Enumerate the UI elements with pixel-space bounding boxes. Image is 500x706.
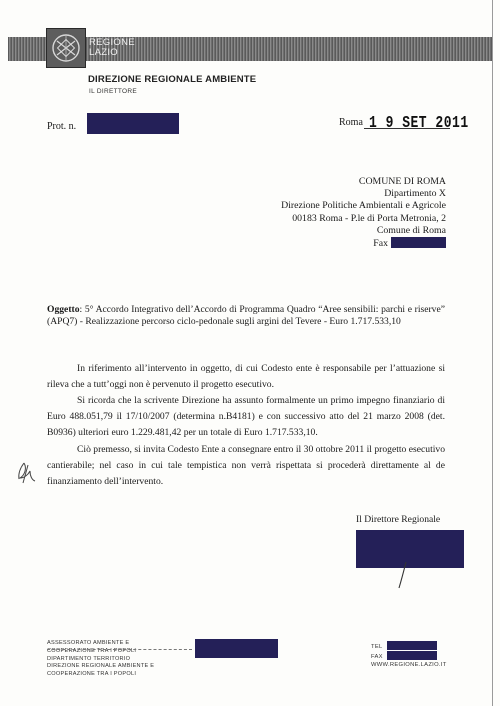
- footer-tel-label: TEL: [371, 644, 383, 650]
- footer-tel-line: [371, 641, 447, 651]
- emblem-icon: [47, 29, 85, 67]
- footer-dashed-rule: [47, 649, 192, 650]
- regione-lazio-logo: [46, 28, 86, 68]
- footer-address-redaction: [195, 639, 278, 658]
- footer-line: COOPERAZIONE TRA I POPOLI: [47, 671, 137, 678]
- signature-stroke: [392, 560, 412, 590]
- footer-line: DIPARTIMENTO TERRITORIO: [47, 655, 131, 662]
- recipient-line: 00183 Roma - P.le di Porta Metronia, 2: [292, 212, 446, 224]
- footer-line: DIREZIONE REGIONALE AMBIENTE E: [47, 663, 155, 670]
- body-paragraph-2: Si ricorda che la scrivente Direzione ha assunto formalmente un primo impegno finanziario di Euro 488.051,79 il 17/10/2007 (determina n.B4181) e con successivo atto del 21 marzo 2008 (det. B0936) ulteriori euro 1.229.481,42 per un totale di Euro 1.717.533,10.: [47, 395, 445, 438]
- footer-fax-label: FAX: [371, 654, 383, 660]
- footer-line: COOPERAZIONE TRA I POPOLI: [47, 647, 137, 654]
- subject-label: Oggetto: [47, 304, 80, 315]
- logo-wordmark: [89, 38, 135, 58]
- signatory-title: Il Direttore Regionale: [356, 514, 441, 525]
- footer-department: [47, 640, 154, 679]
- footer-tel-redaction: [387, 641, 437, 650]
- recipient-fax-label: Fax: [373, 238, 388, 250]
- recipient-fax-line: [281, 237, 446, 250]
- subject-text: : 5° Accordo Integrativo dell’Accordo di Programma Quadro “Aree sensibili: parchi e riserve” (APQ7) - Realizzazione percorso ciclo-pedonale sugli argini del Tevere - Euro 1.717.533,10: [47, 304, 445, 327]
- footer-fax-line: [371, 651, 447, 661]
- logo-line-1: REGIONE: [89, 37, 135, 48]
- handwritten-initials-mark: [15, 459, 37, 485]
- recipient-address: [281, 176, 446, 250]
- directorate-title: DIREZIONE REGIONALE AMBIENTE: [88, 74, 257, 85]
- recipient-line: Dipartimento X: [384, 188, 446, 200]
- date-city: Roma: [339, 117, 363, 128]
- footer-fax-redaction: [387, 651, 437, 660]
- recipient-line: Direzione Politiche Ambientali e Agricole: [281, 200, 446, 212]
- footer-website: WWW.REGIONE.LAZIO.IT: [371, 662, 447, 668]
- protocol-number-redaction: [87, 113, 179, 134]
- logo-line-2: LAZIO: [89, 47, 118, 58]
- recipient-line: Comune di Roma: [376, 224, 446, 236]
- date-stamp: 1 9 SET 2011: [369, 113, 469, 132]
- page-edge-shadow: [492, 0, 493, 706]
- recipient-line: COMUNE DI ROMA: [358, 176, 446, 187]
- body-paragraph-3: Ciò premesso, si invita Codesto Ente a consegnare entro il 30 ottobre 2011 il progetto esecutivo cantierabile; nel caso in cui tale tempistica non verrà rispettata si procederà direttamente al de finanziamento dell’intervento.: [47, 444, 445, 487]
- fax-number-redaction: [391, 237, 446, 248]
- subject-block: [47, 304, 445, 328]
- body-paragraph-1: In riferimento all’intervento in oggetto, di cui Codesto ente è responsabile per l’attuazione si rileva che a tutt’oggi non è pervenuto il progetto esecutivo.: [47, 363, 445, 390]
- director-subtitle: IL DIRETTORE: [89, 88, 138, 95]
- footer-contacts: [371, 641, 447, 669]
- footer-line: ASSESSORATO AMBIENTE E: [47, 640, 130, 646]
- protocol-label: Prot. n.: [47, 121, 77, 132]
